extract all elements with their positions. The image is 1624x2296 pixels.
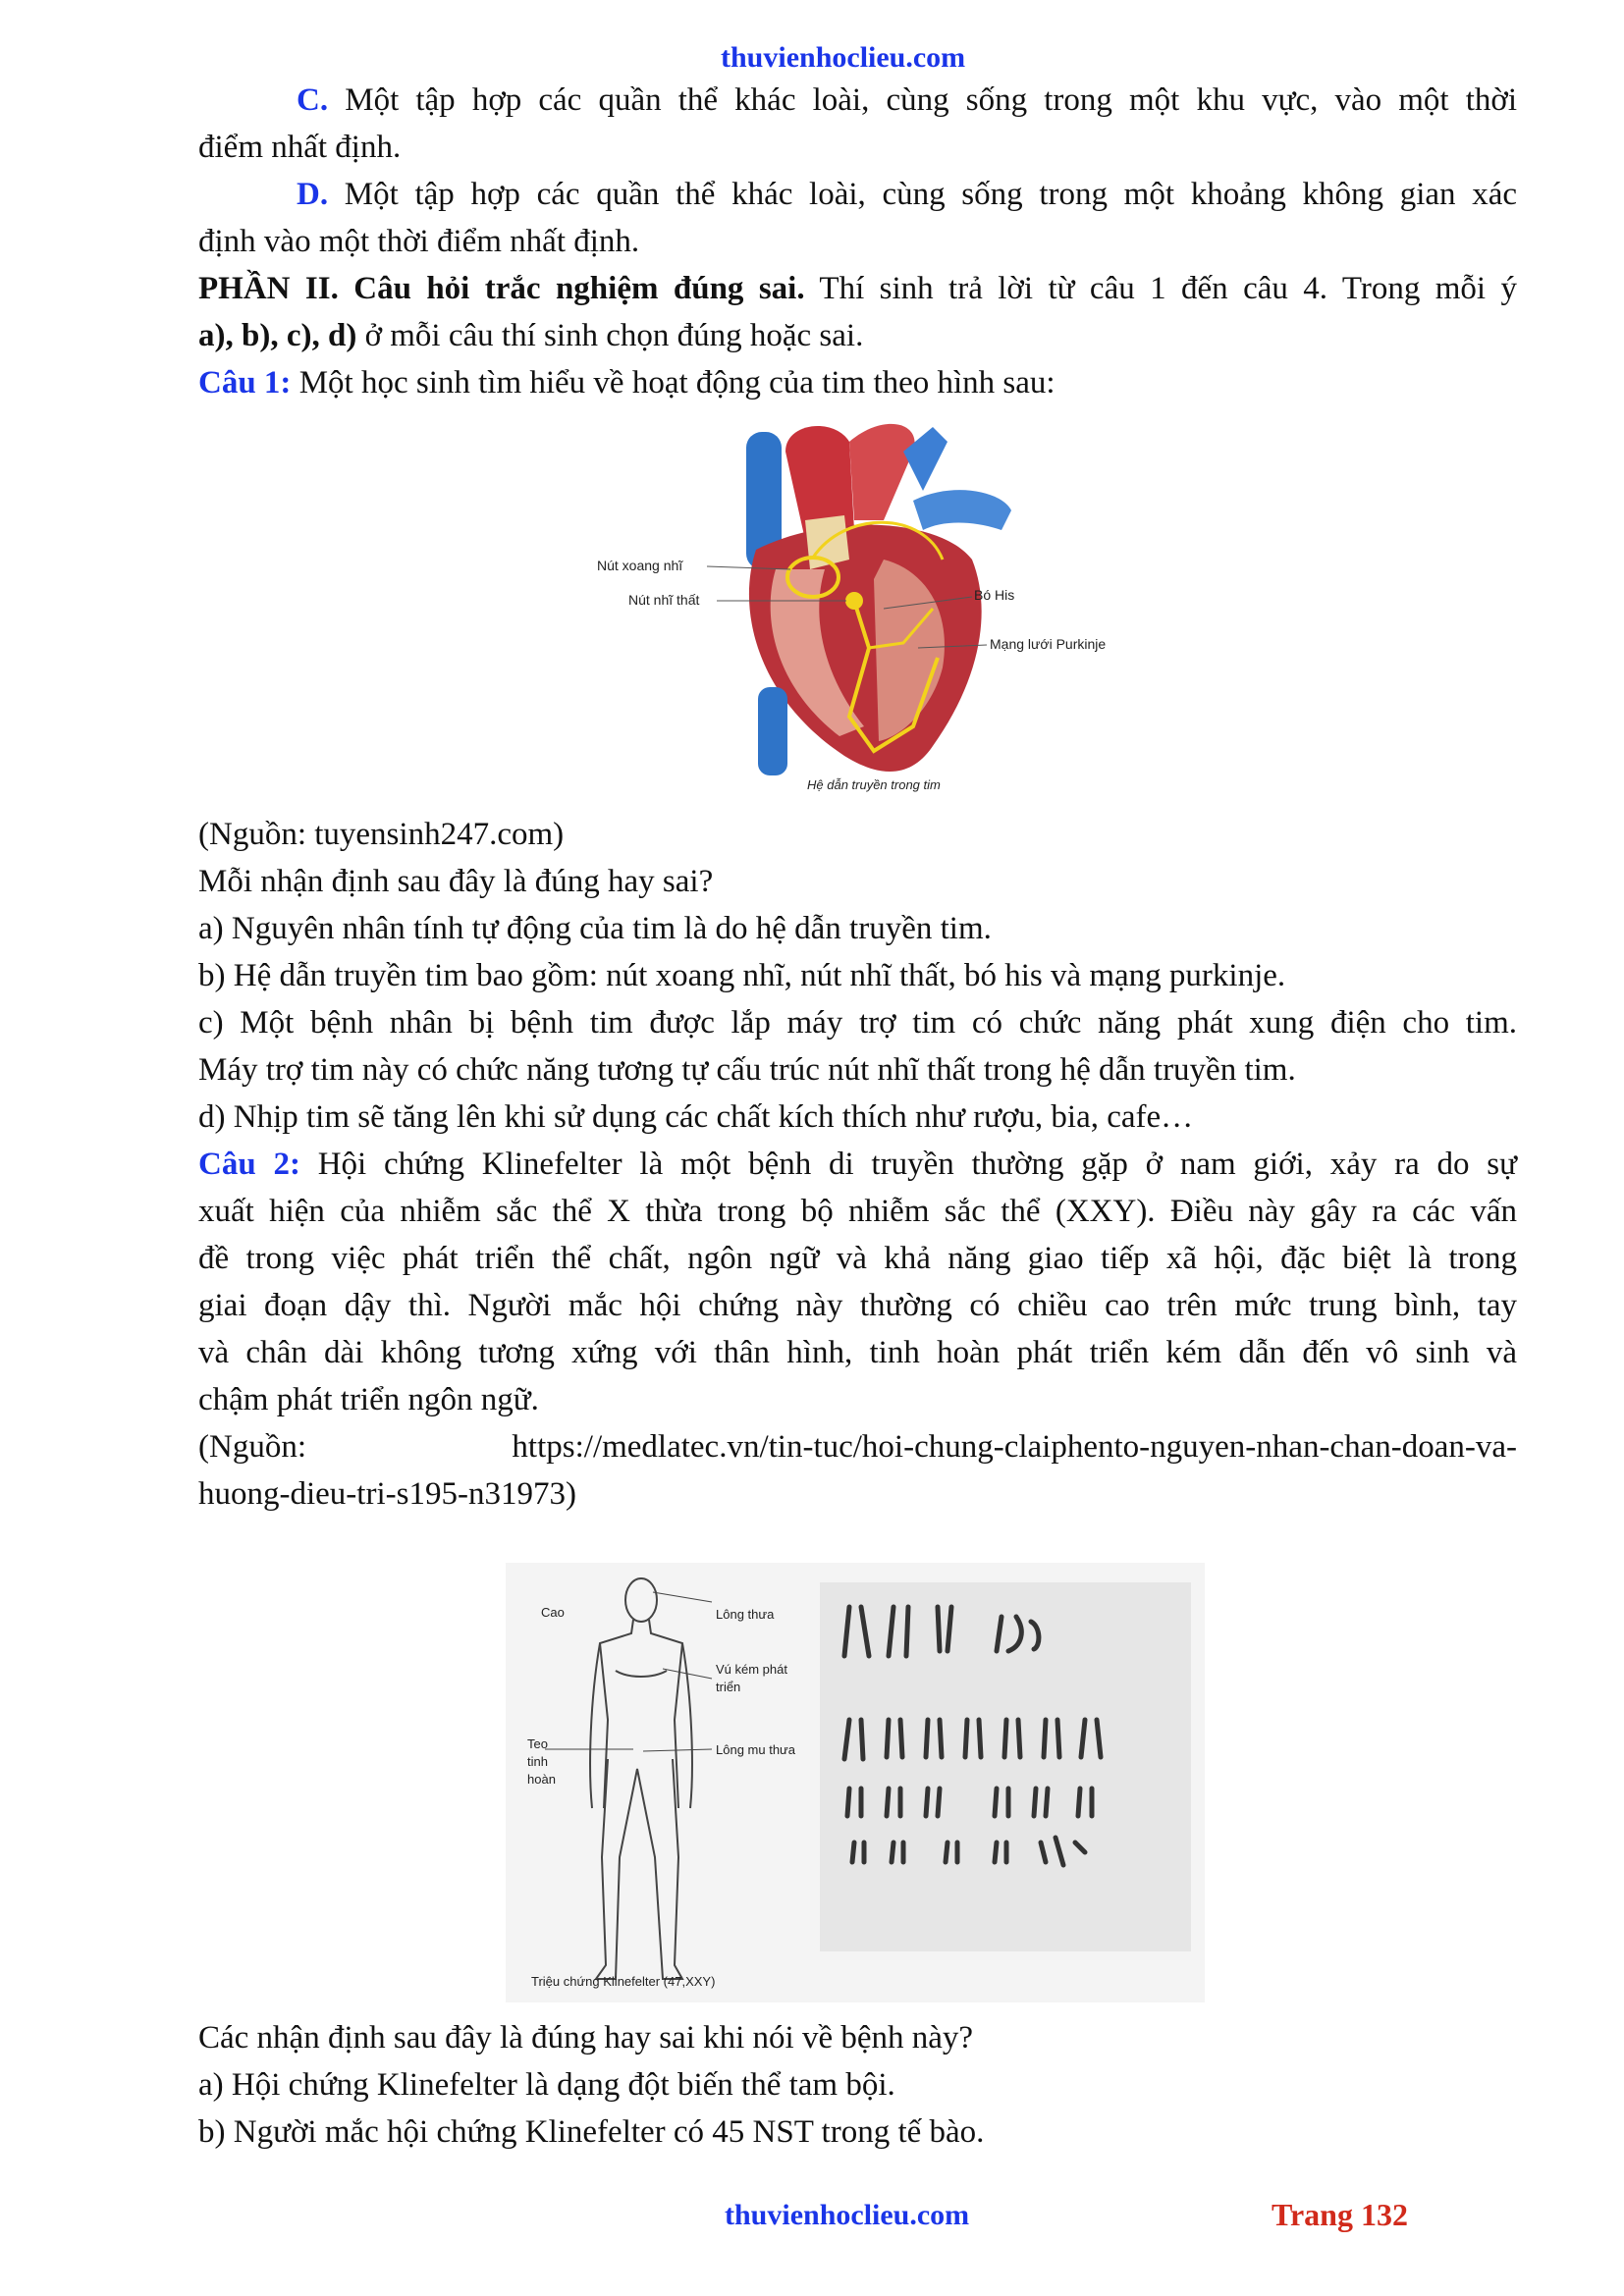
q1-label: Câu 1: <box>198 365 292 400</box>
label-vu-kem-2: triển <box>716 1680 741 1694</box>
q1-line <box>198 359 1517 406</box>
klinefelter-caption: Triệu chứng Klinefelter (47,XXY) <box>531 1974 716 1989</box>
q1-statement-b: b) Hệ dẫn truyền tim bao gồm: nút xoang nhĩ, nút nhĩ thất, bó his và mạng purkinje. <box>198 958 1286 993</box>
label-teo-2: tinh <box>527 1754 548 1769</box>
q2-line5: và chân dài không tương xứng với thân hình, tinh hoàn phát triển kém dẫn đến vô sinh và <box>198 1335 1517 1370</box>
q2-line6: chậm phát triển ngôn ngữ. <box>198 1382 539 1417</box>
footer-page-number: Trang 132 <box>1272 2197 1408 2232</box>
q2-source-line2: huong-dieu-tri-s195-n31973) <box>198 1476 576 1512</box>
option-d-line1 <box>297 171 1517 218</box>
label-long-mu: Lông mu thưa <box>716 1742 795 1757</box>
label-long-thua: Lông thưa <box>716 1607 775 1622</box>
heart-caption: Hệ dẫn truyền trong tim <box>807 777 941 792</box>
q1-statement-c2: Máy trợ tim này có chức năng tương tự cấu trúc nút nhĩ thất trong hệ dẫn truyền tim. <box>198 1052 1296 1088</box>
option-c-label: C. <box>297 82 329 118</box>
label-sa-node: Nút xoang nhĩ <box>597 558 683 573</box>
option-d-label: D. <box>297 177 329 212</box>
q1-statement-d: d) Nhịp tim sẽ tăng lên khi sử dụng các chất kích thích như rượu, bia, cafe… <box>198 1099 1194 1135</box>
q1-statement-a: a) Nguyên nhân tính tự động của tim là do hệ dẫn truyền tim. <box>198 911 992 946</box>
part2-instr-line2 <box>198 312 1517 359</box>
part2-instr2-rest: ở mỗi câu thí sinh chọn đúng hoặc sai. <box>364 318 864 353</box>
option-c-line2: điểm nhất định. <box>198 130 402 165</box>
klinefelter-illustration <box>506 1563 1205 2002</box>
header-site: thuvienhoclieu.com <box>721 41 966 74</box>
q1-source: (Nguồn: tuyensinh247.com) <box>198 817 565 852</box>
q2-line1 <box>198 1141 1517 1188</box>
q2-line2: xuất hiện của nhiễm sắc thể X thừa trong bộ nhiễm sắc thể (XXY). Điều này gây ra các vấn <box>198 1194 1517 1229</box>
q1-statement-c1: c) Một bệnh nhân bị bệnh tim được lắp máy trợ tim có chức năng phát xung điện cho tim. <box>198 1005 1517 1041</box>
label-his-bundle: Bó His <box>974 587 1015 603</box>
heart-figure <box>589 412 1119 805</box>
q2-source-line1 <box>198 1423 1517 1470</box>
q1-prompt: Mỗi nhận định sau đây là đúng hay sai? <box>198 864 714 899</box>
klinefelter-figure <box>506 1563 1205 2002</box>
q2-statement-a: a) Hội chứng Klinefelter là dạng đột biến thể tam bội. <box>198 2067 895 2103</box>
option-d-text: Một tập hợp các quần thể khác loài, cùng sống trong một khoảng không gian xác <box>344 177 1517 212</box>
part2-heading <box>198 265 1517 312</box>
q2-line4: giai đoạn dậy thì. Người mắc hội chứng này thường có chiều cao trên mức trung bình, tay <box>198 1288 1517 1323</box>
q1-text: Một học sinh tìm hiểu về hoạt động của tim theo hình sau: <box>298 365 1056 400</box>
label-cao: Cao <box>541 1605 565 1620</box>
q2-source-prefix: (Nguồn: <box>198 1429 306 1465</box>
q2-prompt: Các nhận định sau đây là đúng hay sai khi nói về bệnh này? <box>198 2020 974 2056</box>
heart-illustration <box>589 412 1119 805</box>
q2-source-url1: https://medlatec.vn/tin-tuc/hoi-chung-claiphento-nguyen-nhan-chan-doan-va- <box>512 1429 1517 1465</box>
option-d-line2: định vào một thời điểm nhất định. <box>198 224 640 259</box>
q2-line3: đề trong việc phát triển thể chất, ngôn ngữ và khả năng giao tiếp xã hội, đặc biệt là trong <box>198 1241 1517 1276</box>
label-av-node: Nút nhĩ thất <box>628 592 700 608</box>
part2-instr: Thí sinh trả lời từ câu 1 đến câu 4. Trong mỗi ý <box>819 271 1517 306</box>
part2-items: a), b), c), d) <box>198 318 357 353</box>
option-c-line1 <box>297 77 1517 124</box>
option-c-text: Một tập hợp các quần thể khác loài, cùng sống trong một khu vực, vào một thời <box>345 82 1518 118</box>
q2-statement-b: b) Người mắc hội chứng Klinefelter có 45 NST trong tế bào. <box>198 2114 985 2150</box>
q2-text1: Hội chứng Klinefelter là một bệnh di truyền thường gặp ở nam giới, xảy ra do sự <box>317 1147 1517 1182</box>
label-vu-kem-1: Vú kém phát <box>716 1662 787 1677</box>
footer-site: thuvienhoclieu.com <box>725 2199 970 2231</box>
label-teo-1: Teo <box>527 1736 548 1751</box>
q2-label: Câu 2: <box>198 1147 300 1182</box>
label-teo-3: hoàn <box>527 1772 556 1787</box>
label-purkinje: Mạng lưới Purkinje <box>990 636 1107 652</box>
part2-title: PHẦN II. Câu hỏi trắc nghiệm đúng sai. <box>198 271 805 306</box>
